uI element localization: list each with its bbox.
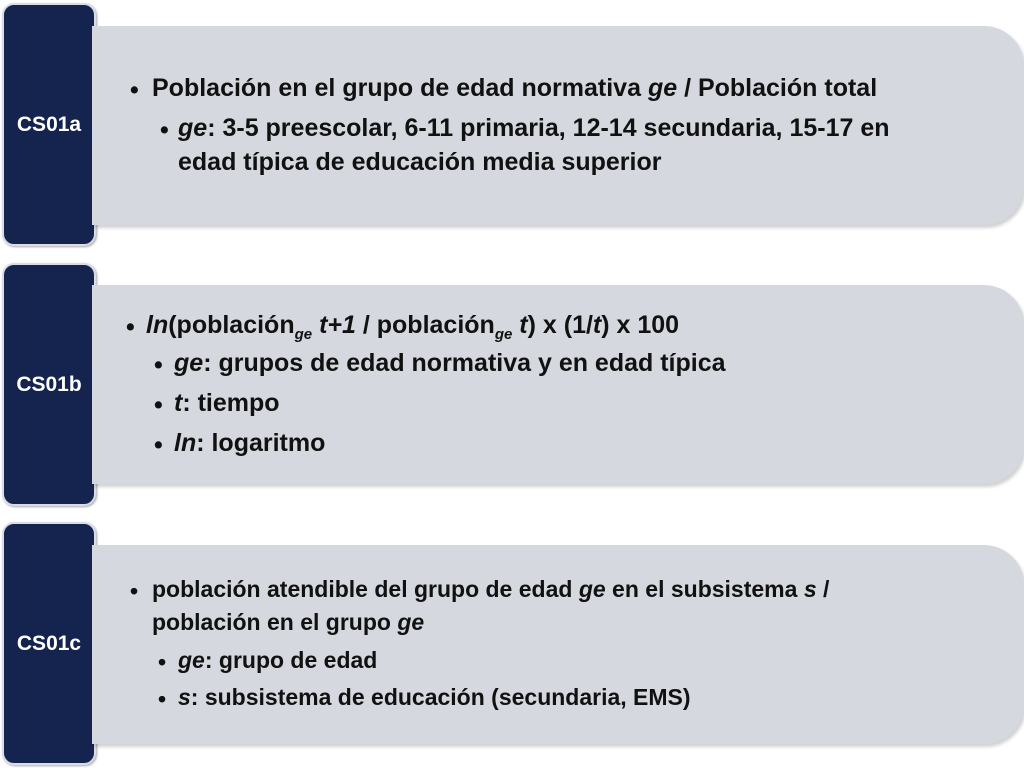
text-line [174, 429, 325, 458]
italic-text: ge [178, 114, 208, 142]
subscript-text: ge [494, 326, 513, 343]
bullet: • [154, 351, 163, 379]
text-line [152, 576, 829, 603]
italic-text: ge [178, 647, 205, 673]
text-segment: : tiempo [182, 389, 280, 417]
italic-text: ge [174, 349, 204, 377]
text-segment: edad típica de educación media superior [178, 148, 662, 176]
tag-cs01b: CS01b [2, 263, 96, 506]
bullet: • [130, 578, 139, 604]
text-segment: población en el grupo [152, 609, 398, 635]
text-segment: : 3-5 preescolar, 6-11 primaria, 12-14 secundaria, 15-17 en [207, 114, 890, 142]
text-line [178, 114, 890, 143]
panel-cs01a [92, 26, 1024, 225]
text-segment: población atendible del grupo de edad [152, 576, 579, 602]
text-segment: (población [168, 311, 295, 339]
text-segment: : logaritmo [196, 429, 326, 457]
italic-text: s [803, 576, 817, 602]
italic-text: ge [647, 74, 678, 102]
tag-cs01c: CS01c [2, 522, 96, 765]
text-line [152, 74, 877, 103]
bullet: • [154, 391, 163, 419]
bullet: • [130, 76, 139, 104]
bullet: • [158, 649, 167, 675]
text-segment: : grupos de edad normativa y en edad típica [203, 349, 726, 377]
italic-text: t [519, 311, 528, 339]
text-segment: ) x (1/ [527, 311, 593, 339]
text-segment: / población [355, 311, 495, 339]
text-segment: / Población total [677, 74, 878, 102]
italic-text: ge [397, 609, 425, 635]
italic-text: t [592, 311, 602, 339]
bullet: • [154, 431, 163, 459]
bullet: • [158, 686, 167, 712]
italic-text: s [178, 684, 191, 710]
text-segment: / [816, 576, 830, 602]
text-line [178, 647, 377, 674]
text-line [152, 609, 424, 636]
text-segment: ) x 100 [601, 311, 680, 339]
italic-text: t [174, 389, 183, 417]
text-line [178, 148, 661, 177]
text-line [146, 311, 679, 343]
panel-cs01c [92, 545, 1024, 744]
italic-text: ln [174, 429, 197, 457]
tag-cs01a: CS01a [2, 3, 96, 246]
bullet: • [126, 313, 135, 341]
text-segment: : grupo de edad [204, 647, 378, 673]
italic-text: ln [146, 311, 169, 339]
text-line [174, 389, 280, 418]
panel-cs01b [92, 285, 1024, 484]
italic-text: t+1 [319, 311, 356, 339]
bullet: • [160, 116, 169, 144]
subscript-text: ge [294, 326, 313, 343]
text-line [178, 684, 691, 711]
text-segment: en el subsistema [605, 576, 804, 602]
text-line [174, 349, 726, 378]
text-segment: : subsistema de educación (secundaria, EMS) [190, 684, 691, 710]
text-segment: Población en el grupo de edad normativa [152, 74, 648, 102]
italic-text: ge [578, 576, 606, 602]
